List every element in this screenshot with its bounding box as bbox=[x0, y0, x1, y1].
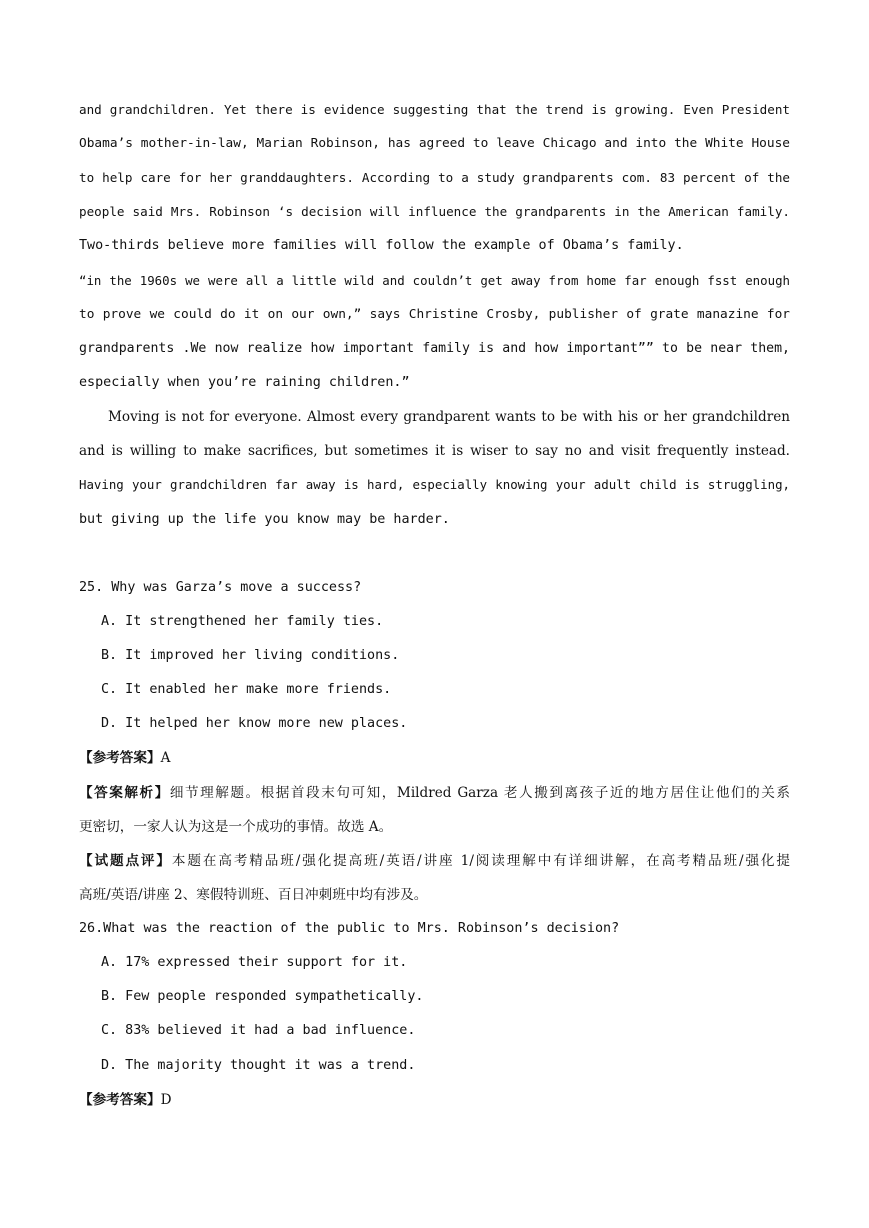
passage-line: grandparents .We now realize how important family is and how important”” to be near them, bbox=[79, 341, 790, 356]
passage-line: Obama’s mother-in-law, Marian Robinson, has agreed to leave Chicago and into the White House bbox=[79, 136, 790, 151]
passage-line: to prove we could do it on our own,” says Christine Crosby, publisher of grate manazine for bbox=[79, 307, 790, 322]
passage-line: Having your grandchildren far away is hard, especially knowing your adult child is struggling, bbox=[79, 477, 790, 492]
question-26-option-d: D. The majority thought it was a trend. bbox=[101, 1058, 416, 1073]
question-25-analysis-cont: 更密切，一家人认为这是一个成功的事情。故选 A。 bbox=[79, 819, 393, 835]
passage-line: but giving up the life you know may be harder. bbox=[79, 512, 450, 527]
question-25-option-b: B. It improved her living conditions. bbox=[101, 648, 400, 663]
passage-line: people said Mrs. Robinson ‘s decision will influence the grandparents in the American family. bbox=[79, 204, 790, 219]
passage-line: Moving is not for everyone. Almost every grandparent wants to be with his or her grandchildren bbox=[108, 409, 790, 425]
question-25-option-d: D. It helped her know more new places. bbox=[101, 716, 408, 731]
passage-line: “in the 1960s we were all a little wild and couldn’t get away from home far enough fsst enough bbox=[79, 273, 790, 288]
question-26-option-b: B. Few people responded sympathetically. bbox=[101, 989, 424, 1004]
passage-line: to help care for her granddaughters. According to a study grandparents com. 83 percent of the bbox=[79, 170, 790, 185]
question-25-option-a: A. It strengthened her family ties. bbox=[101, 614, 384, 629]
question-25-stem: 25. Why was Garza’s move a success? bbox=[79, 580, 362, 595]
question-26-stem: 26.What was the reaction of the public to Mrs. Robinson’s decision? bbox=[79, 921, 620, 936]
passage-line: and grandchildren. Yet there is evidence suggesting that the trend is growing. Even President bbox=[79, 102, 790, 117]
passage-line: and is willing to make sacrifices, but sometimes it is wiser to say no and visit frequently instead. bbox=[79, 443, 790, 459]
analysis-label: 【答案解析】 bbox=[79, 785, 170, 801]
passage-line: especially when you’re raining children.” bbox=[79, 375, 410, 390]
answer-value: A bbox=[160, 750, 171, 766]
comment-text: 本题在高考精品班/强化提高班/英语/讲座 1/阅读理解中有详细讲解，在高考精品班/强化提 bbox=[171, 853, 790, 869]
question-26-answer bbox=[79, 1091, 790, 1109]
question-25-comment-cont: 高班/英语/讲座 2、寒假特训班、百日冲刺班中均有涉及。 bbox=[79, 887, 428, 903]
passage-line: Two-thirds believe more families will follow the example of Obama’s family. bbox=[79, 238, 684, 253]
question-25-answer bbox=[79, 749, 790, 767]
question-25-option-c: C. It enabled her make more friends. bbox=[101, 682, 392, 697]
question-25-analysis bbox=[79, 784, 790, 802]
question-26-option-a: A. 17% expressed their support for it. bbox=[101, 955, 408, 970]
answer-value: D bbox=[160, 1092, 172, 1108]
analysis-text: 细节理解题。根据首段末句可知，Mildred Garza 老人搬到离孩子近的地方居住让他们的关系 bbox=[169, 785, 790, 801]
answer-label: 【参考答案】 bbox=[79, 1092, 161, 1108]
question-26-option-c: C. 83% believed it had a bad influence. bbox=[101, 1023, 416, 1038]
comment-label: 【试题点评】 bbox=[79, 853, 172, 869]
answer-label: 【参考答案】 bbox=[79, 750, 161, 766]
question-25-comment bbox=[79, 852, 790, 870]
